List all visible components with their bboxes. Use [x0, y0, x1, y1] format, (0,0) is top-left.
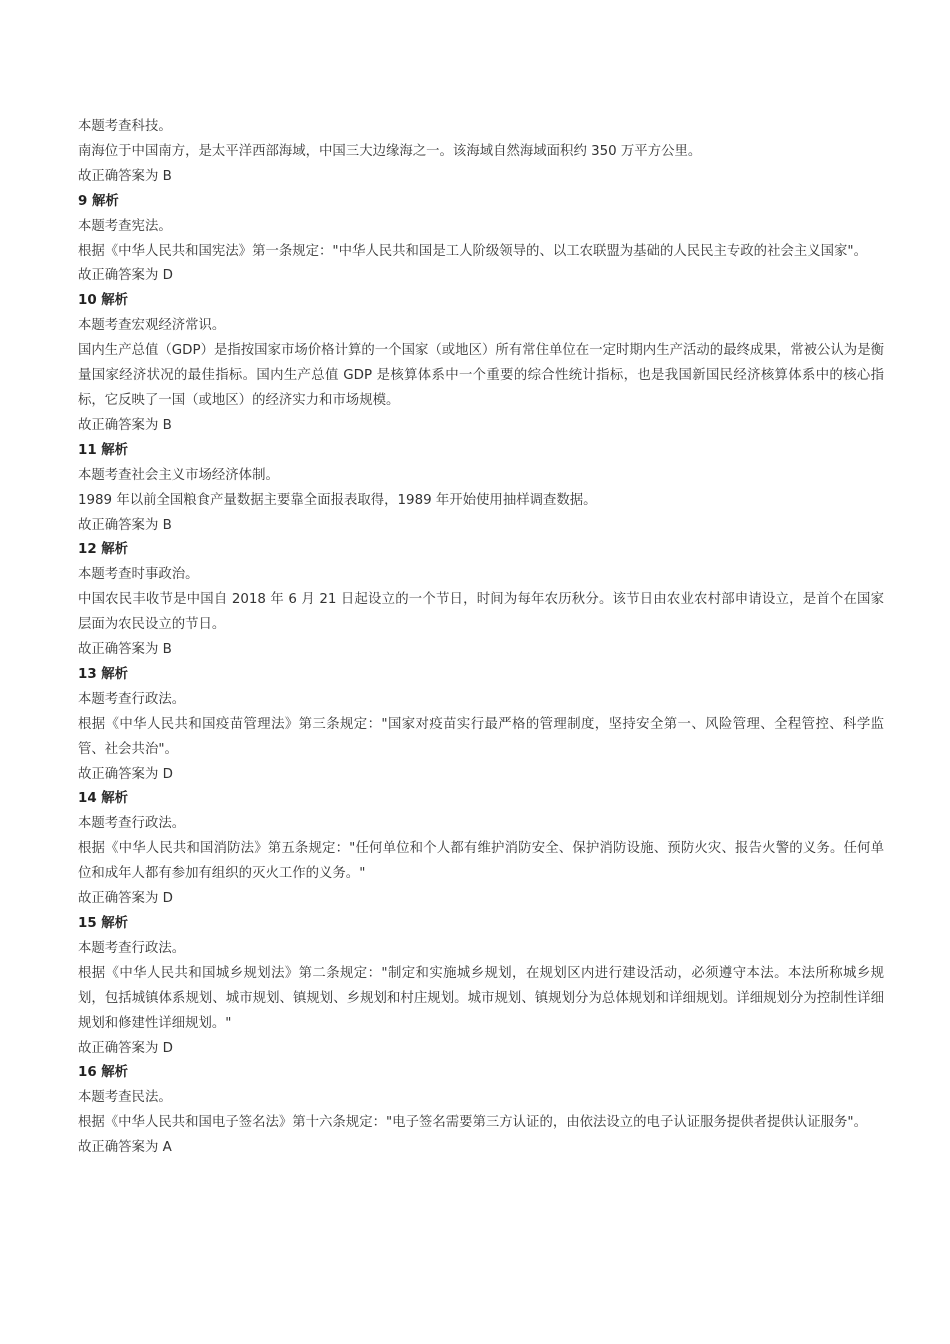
explanation-text: 南海位于中国南方，是太平洋西部海域，中国三大边缘海之一。该海域自然海域面积约 350 万平方公里。 — [78, 143, 702, 159]
topic-line: 本题考查宪法。 — [78, 218, 172, 234]
analysis-item-10 — [78, 289, 884, 438]
analysis-heading: 12 解析 — [78, 542, 129, 558]
answer-line: 故正确答案为 D — [78, 268, 173, 284]
document-page — [78, 115, 884, 1161]
topic-line: 本题考查科技。 — [78, 119, 172, 134]
analysis-item-9 — [78, 190, 884, 290]
intro-block — [78, 115, 884, 190]
answer-line: 故正确答案为 B — [78, 168, 172, 184]
answer-line: 故正确答案为 B — [78, 642, 172, 658]
analysis-heading: 16 解析 — [78, 1065, 129, 1081]
analysis-heading: 10 解析 — [78, 293, 129, 309]
topic-line: 本题考查行政法。 — [78, 691, 186, 707]
answer-line: 故正确答案为 B — [78, 417, 172, 433]
topic-line: 本题考查时事政治。 — [78, 567, 199, 583]
explanation-text: 根据《中华人民共和国宪法》第一条规定："中华人民共和国是工人阶级领导的、以工农联盟为基础的人民民主专政的社会主义国家"。 — [78, 243, 867, 259]
answer-line: 故正确答案为 B — [78, 517, 172, 533]
topic-line: 本题考查行政法。 — [78, 940, 186, 956]
topic-line: 本题考查行政法。 — [78, 816, 186, 832]
explanation-text: 国内生产总值（GDP）是指按国家市场价格计算的一个国家（或地区）所有常住单位在一定时期内生产活动的最终成果，常被公认为是衡量国家经济状况的最佳指标。国内生产总值 GDP 是核算体系中一个重要的综合性统计指标，也是我国新国民经济核算体系中的核心指标，它反映了一国（或地区）的经济实力和市场规模。 — [78, 343, 884, 408]
topic-line: 本题考查民法。 — [78, 1090, 172, 1106]
analysis-heading: 13 解析 — [78, 666, 129, 682]
analysis-item-13 — [78, 663, 884, 788]
topic-line: 本题考查社会主义市场经济体制。 — [78, 467, 279, 483]
analysis-item-11 — [78, 439, 884, 539]
answer-line: 故正确答案为 D — [78, 891, 173, 907]
explanation-text: 根据《中华人民共和国消防法》第五条规定："任何单位和个人都有维护消防安全、保护消防设施、预防火灾、报告火警的义务。任何单位和成年人都有参加有组织的灭火工作的义务。" — [78, 841, 884, 882]
analysis-item-16 — [78, 1061, 884, 1161]
answer-line: 故正确答案为 D — [78, 766, 173, 782]
analysis-heading: 11 解析 — [78, 442, 129, 458]
explanation-text: 根据《中华人民共和国城乡规划法》第二条规定："制定和实施城乡规划，在规划区内进行建设活动，必须遵守本法。本法所称城乡规划，包括城镇体系规划、城市规划、镇规划、乡规划和村庄规划。城市规划、镇规划分为总体规划和详细规划。详细规划分为控制性详细规划和修建性详细规划。" — [78, 965, 884, 1031]
analysis-heading: 14 解析 — [78, 791, 129, 807]
analysis-heading: 15 解析 — [78, 916, 129, 931]
explanation-text: 根据《中华人民共和国疫苗管理法》第三条规定："国家对疫苗实行最严格的管理制度，坚持安全第一、风险管理、全程管控、科学监管、社会共治"。 — [78, 716, 884, 757]
answer-line: 故正确答案为 A — [78, 1140, 172, 1156]
answer-line: 故正确答案为 D — [78, 1040, 173, 1056]
explanation-text: 根据《中华人民共和国电子签名法》第十六条规定："电子签名需要第三方认证的，由依法设立的电子认证服务提供者提供认证服务"。 — [78, 1115, 867, 1131]
analysis-heading: 9 解析 — [78, 193, 119, 209]
explanation-text: 1989 年以前全国粮食产量数据主要靠全面报表取得，1989 年开始使用抽样调查数据。 — [78, 492, 597, 508]
analysis-item-15 — [78, 912, 884, 1061]
topic-line: 本题考查宏观经济常识。 — [78, 318, 226, 334]
analysis-item-14 — [78, 787, 884, 912]
explanation-text: 中国农民丰收节是中国自 2018 年 6 月 21 日起设立的一个节日，时间为每年农历秋分。该节日由农业农村部申请设立，是首个在国家层面为农民设立的节日。 — [78, 592, 884, 633]
analysis-item-12 — [78, 538, 884, 663]
